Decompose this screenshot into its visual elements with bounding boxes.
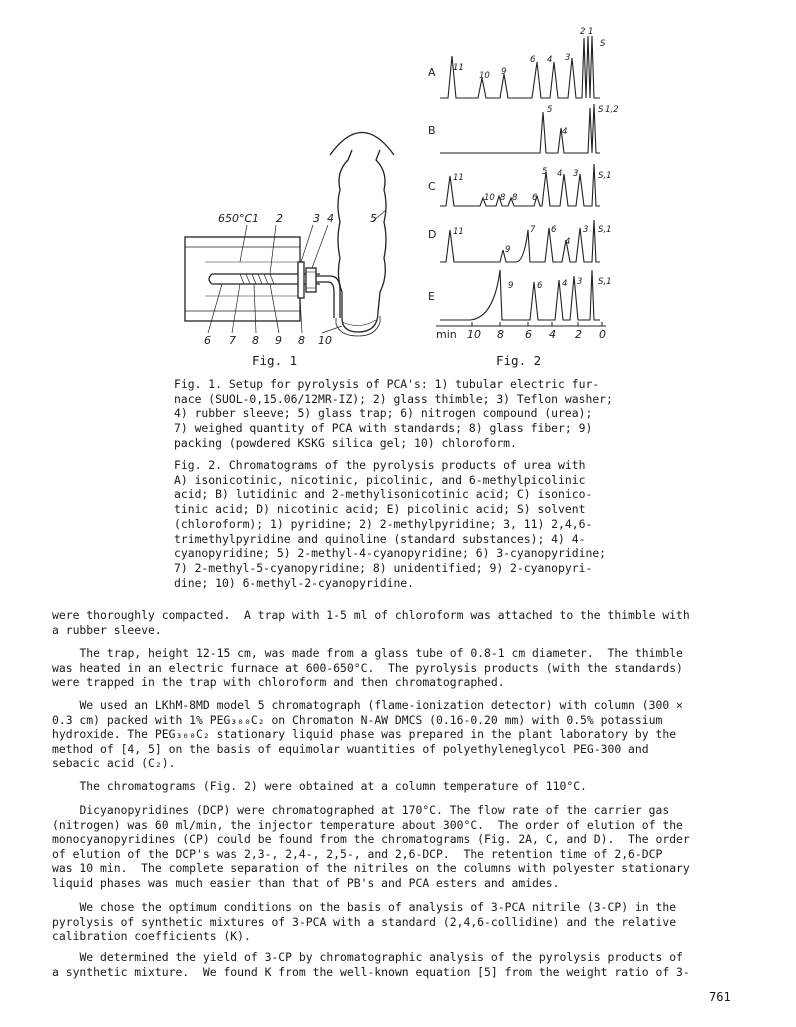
fig1-apparatus-drawing bbox=[185, 133, 394, 337]
fig2-D-peak-S1: S,1 bbox=[598, 225, 612, 235]
fig1-callout-5: 5 bbox=[370, 212, 377, 225]
fig1-callout-7: 7 bbox=[229, 334, 236, 347]
fig2-label: Fig. 2 bbox=[496, 353, 542, 368]
fig2-axis-unit: min bbox=[436, 328, 457, 341]
fig2-C-peak-S1: S,1 bbox=[598, 171, 612, 181]
fig2-A-peak-1: 1 bbox=[588, 27, 594, 37]
fig2-A-peak-2: 2 bbox=[580, 27, 586, 37]
fig2-B-peak-1-2: 1,2 bbox=[605, 105, 619, 115]
fig2-B-peak-5: 5 bbox=[547, 105, 553, 115]
fig2-tick-2: 2 bbox=[575, 328, 582, 341]
fig2-tick-6: 6 bbox=[525, 328, 532, 341]
fig2-B-peak-S: S bbox=[598, 105, 604, 115]
fig2-A-peak-11: 11 bbox=[453, 63, 464, 73]
page-number: 761 bbox=[709, 990, 731, 1004]
fig1-label: Fig. 1 bbox=[252, 353, 298, 368]
fig2-tick-10: 10 bbox=[467, 328, 481, 341]
fig2-E-peak-4: 4 bbox=[562, 279, 568, 289]
figures-svg bbox=[0, 0, 796, 375]
body-paragraph-1: were thoroughly compacted. A trap with 1-5 ml of chloroform was attached to the thimble with a rubber sleeve. bbox=[52, 608, 690, 637]
fig2-panel-B-letter: B bbox=[428, 124, 436, 137]
fig2-A-peak-S: S bbox=[600, 39, 606, 49]
fig1-callout-10: 10 bbox=[318, 334, 332, 347]
fig2-C-peak-6: 6 bbox=[532, 193, 538, 203]
fig1-callout-8a: 8 bbox=[252, 334, 259, 347]
body-paragraph-5: Dicyanopyridines (DCP) were chromatographed at 170°C. The flow rate of the carrier gas (nitrogen) was 60 ml/min, the injector temperature about 300°C. The order of elution of the monocyanopyridines (CP) could be found from the chromatograms (Fig. 2A, C, and D). The order of elution of the DCP's was 2,3-, 2,4-, 2,5-, and 2,6-DCP. The retention time of 2,6-DCP was 10 min. The complete separation of the nitriles on the columns with polyester stationary liquid phases was much easier than that of PB's and PCA esters and amides. bbox=[52, 803, 690, 890]
fig2-trace-B bbox=[440, 104, 600, 153]
body-paragraph-7: We determined the yield of 3-CP by chromatographic analysis of the pyrolysis products of a synthetic mixture. We found K from the well-known equation [5] from the weight ratio of 3- bbox=[52, 950, 690, 979]
fig2-D-peak-6: 6 bbox=[551, 225, 557, 235]
fig1-callout-8b: 8 bbox=[298, 334, 305, 347]
fig1-callout-4: 4 bbox=[327, 212, 334, 225]
figures-area bbox=[0, 0, 796, 375]
body-paragraph-3: We used an LKhM-8MD model 5 chromatograph (flame-ionization detector) with column (300 × 0.3 cm) packed with 1% PEG₃₀₀C₂ on Chromaton N-AW DMCS (0.16-0.20 mm) with 0.5% potassium hydroxide. The PEG₃₀₀C₂ stationary liquid phase was prepared in the plant laboratory by the method of [4, 5] on the basis of equimolar wuantities of polyethyleneglycol PEG-300 and sebacic acid (C₂). bbox=[52, 698, 683, 770]
fig2-E-peak-6: 6 bbox=[537, 281, 543, 291]
fig2-D-peak-11: 11 bbox=[453, 227, 464, 237]
fig2-C-peak-8a: 8 bbox=[500, 193, 506, 203]
fig2-D-peak-7: 7 bbox=[530, 225, 536, 235]
fig2-C-peak-5: 5 bbox=[542, 167, 548, 177]
body-paragraph-2: The trap, height 12-15 cm, was made from a glass tube of 0.8-1 cm diameter. The thimble was heated in an electric furnace at 600-650°C. The pyrolysis products (with the standards) were trapped in the trap with chloroform and then chromatographed. bbox=[52, 646, 683, 689]
fig2-time-axis bbox=[436, 322, 606, 341]
fig2-trace-D bbox=[440, 220, 600, 262]
body-paragraph-4: The chromatograms (Fig. 2) were obtained at a column temperature of 110°C. bbox=[52, 779, 587, 793]
fig2-D-peak-3: 3 bbox=[583, 225, 589, 235]
fig2-E-peak-3: 3 bbox=[577, 277, 583, 287]
fig2-panel-A-letter: A bbox=[428, 66, 436, 79]
fig2-C-peak-3: 3 bbox=[573, 169, 579, 179]
fig2-panel-D-letter: D bbox=[428, 228, 437, 241]
fig2-panel-C-letter: C bbox=[428, 180, 436, 193]
fig2-E-peak-9: 9 bbox=[508, 281, 514, 291]
fig2-A-peak-4: 4 bbox=[547, 55, 553, 65]
fig2-A-peak-6: 6 bbox=[530, 55, 536, 65]
fig2-B-peak-4: 4 bbox=[562, 127, 568, 137]
fig2-C-peak-4: 4 bbox=[557, 169, 563, 179]
fig2-A-peak-9: 9 bbox=[501, 67, 507, 77]
fig2-tick-0: 0 bbox=[599, 328, 606, 341]
fig2-trace-E bbox=[440, 270, 600, 320]
fig1-callout-leaders bbox=[208, 210, 386, 333]
fig2-caption: Fig. 2. Chromatograms of the pyrolysis products of urea with A) isonicotinic, nicotinic, picolinic, and 6-methylpicolinic acid; B) lutidinic and 2-methylisonicotinic acid; C) isonico- tinic acid; D) nicotinic acid; E) picolinic acid; S) solvent (chloroform); 1) pyridine; 2) 2-methylpyridine; 3, 11) 2,4,6- trimethylpyridine and quinoline (standard substances); 4) 4- cyanopyridine; 5) 2-methyl-4-cyanopyridine; 6) 3-cyanopyridine; 7) 2-methyl-5-cyanopyridine; 8) unidentified; 9) 2-cyanopyri- dine; 10) 6-methyl-2-cyanopyridine. bbox=[174, 458, 607, 590]
fig2-trace-A bbox=[440, 36, 600, 98]
fig2-C-peak-10: 10 bbox=[484, 193, 495, 203]
fig1-callout-6: 6 bbox=[204, 334, 211, 347]
fig2-D-peak-4: 4 bbox=[565, 237, 571, 247]
fig2-tick-4: 4 bbox=[549, 328, 556, 341]
fig1-caption: Fig. 1. Setup for pyrolysis of PCA's: 1) tubular electric fur- nace (SUOL-0,15.06/12MR-IZ); 2) glass thimble; 3) Teflon washer; 4) rubber sleeve; 5) glass trap; 6) nitrogen compound (urea); 7) weighed quantity of PCA with standards; 8) glass fiber; 9) packing (powdered KSKG silica gel; 10) chloroform. bbox=[174, 377, 613, 450]
fig2-A-peak-10: 10 bbox=[479, 71, 490, 81]
fig2-E-peak-S1: S,1 bbox=[598, 277, 612, 287]
fig2-A-peak-3: 3 bbox=[565, 53, 571, 63]
fig1-callout-9: 9 bbox=[275, 334, 282, 347]
fig2-C-peak-11: 11 bbox=[453, 173, 464, 183]
fig2-D-peak-9: 9 bbox=[505, 245, 511, 255]
fig2-C-peak-8b: 8 bbox=[512, 193, 518, 203]
fig2-tick-8: 8 bbox=[497, 328, 504, 341]
fig1-callout-2: 2 bbox=[276, 212, 283, 225]
fig1-callout-3: 3 bbox=[313, 212, 320, 225]
fig1-callout-1: 1 bbox=[252, 212, 259, 225]
fig2-panel-E-letter: E bbox=[428, 290, 435, 303]
body-paragraph-6: We chose the optimum conditions on the basis of analysis of 3-PCA nitrile (3-CP) in the pyrolysis of synthetic mixtures of 3-PCA with a standard (2,4,6-collidine) and the relative calibration coefficients (K). bbox=[52, 900, 677, 943]
fig1-temperature-label: 650°C bbox=[218, 212, 253, 225]
